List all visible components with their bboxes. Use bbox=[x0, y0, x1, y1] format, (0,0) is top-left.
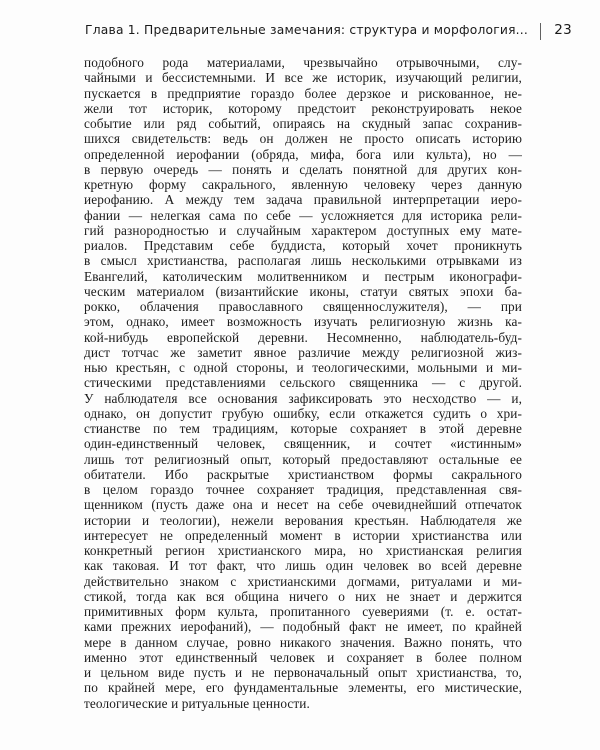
page-number-group bbox=[538, 21, 572, 39]
chapter-running-head: Глава 1. Предварительные замечания: структура и морфология... bbox=[85, 23, 529, 37]
running-header bbox=[85, 19, 572, 41]
body-text bbox=[84, 55, 522, 711]
text-line: фании — нелегкая сама по себе — усложняется для историка рели- bbox=[84, 207, 522, 223]
text-line: событие или ряд событий, опираясь на скудный запас сохранив- bbox=[84, 116, 522, 131]
text-line: нью крестьян, с одной стороны, и теологическими, мольными и ми- bbox=[84, 360, 522, 375]
text-line: в целом гораздо точнее сохраняет традиция, представленная свя- bbox=[84, 482, 522, 497]
text-line: чайными и бессистемными. И все же историк, изучающий религии, bbox=[84, 70, 522, 86]
text-line: кретную форму сакрального, явленную человеку через данную bbox=[84, 177, 522, 192]
text-line: дист тотчас же заметит явное различие между религиозной жиз- bbox=[84, 344, 522, 360]
text-line: действительно знаком с христианскими догмами, ритуалами и ми- bbox=[84, 573, 522, 589]
text-line: гий разнородностью и случайным характером доступных ему мате- bbox=[84, 222, 522, 238]
text-line: ками прежних иерофаний), — подобный факт не имеет, по крайней bbox=[84, 619, 522, 635]
text-line: именно этот единственный человек и сохраняет в более полном bbox=[84, 649, 522, 665]
text-line: стическими представлениями сельского священника — с другой. bbox=[84, 375, 522, 391]
text-line: в первую очередь — понять и сделать понятной для других кон- bbox=[84, 161, 522, 177]
text-line: пускается в предприятие гораздо более дерзкое и рискованное, не- bbox=[84, 85, 522, 101]
text-line: Евангелий, католическим молитвенником и пестрым иконографи- bbox=[84, 268, 522, 284]
text-line: рокко, облачения православного священнослужителя), — при bbox=[84, 299, 522, 314]
text-line: подобного рода материалами, чрезвычайно отрывочными, слу- bbox=[84, 55, 522, 70]
text-line: лишь тот религиозный опыт, который предоставляют остальные ее bbox=[84, 451, 522, 467]
text-line: стианстве по тем традициям, которые сохраняет в этой деревне bbox=[84, 421, 522, 436]
text-line: риалов. Представим себе буддиста, который хочет проникнуть bbox=[84, 238, 522, 253]
text-line: примитивных форм культа, пропитанного суевериями (т. е. остат- bbox=[84, 604, 522, 619]
text-line: интересует не определенный момент в истории христианства или bbox=[84, 527, 522, 543]
text-line: кой-нибудь европейской деревни. Несомненно, наблюдатель-буд- bbox=[84, 329, 522, 345]
header-separator: | bbox=[538, 19, 544, 41]
text-line: истории и теологии), нежели верования крестьян. Наблюдателя же bbox=[84, 512, 522, 528]
text-line: этом, однако, имеет возможность изучать религиозную жизнь ка- bbox=[84, 314, 522, 330]
text-line: однако, он допустит грубую ошибку, если откажется судить о хри- bbox=[84, 405, 522, 421]
text-line: теологические и ритуальные ценности. bbox=[84, 695, 310, 711]
text-line: У наблюдателя все основания зафиксировать это несходство — и, bbox=[84, 390, 522, 406]
text-line: обитатели. Ибо раскрытые христианством формы сакрального bbox=[84, 466, 522, 482]
text-line: по крайней мере, его фундаментальные элементы, его мистические, bbox=[84, 680, 522, 696]
text-line: и цельном виде пусть и не первоначальный опыт христианства, то, bbox=[84, 665, 522, 680]
text-line: иерофанию. А между тем задача правильной интерпретации иеро- bbox=[84, 192, 522, 208]
text-line: как таковая. И тот факт, что лишь один человек во всей деревне bbox=[84, 558, 522, 574]
text-line: шихся свидетельств: ведь он должен не просто описать историю bbox=[84, 131, 522, 147]
text-line: определенной иерофании (обряда, мифа, бога или культа), но — bbox=[84, 146, 522, 162]
text-line: ческим материалом (византийские иконы, статуи святых эпохи ба- bbox=[84, 283, 522, 299]
text-line: стикой, тогда как вся община ничего о них не знает и держится bbox=[84, 588, 522, 604]
text-line: мере в данном случае, ровно никакого значения. Важно понять, что bbox=[84, 634, 522, 650]
text-line: один-единственный человек, священник, и сочтет «истинным» bbox=[84, 436, 522, 452]
text-line: щенником (пусть даже она и несет на себе очевиднейший отпечаток bbox=[84, 497, 522, 513]
page-number: 23 bbox=[554, 22, 572, 38]
text-line: в смысл христианства, располагая лишь несколькими отрывками из bbox=[84, 253, 522, 269]
text-line: жели тот историк, которому предстоит реконструировать некое bbox=[84, 100, 522, 116]
text-line: конкретный регион христианского мира, но христианская религия bbox=[84, 543, 522, 558]
